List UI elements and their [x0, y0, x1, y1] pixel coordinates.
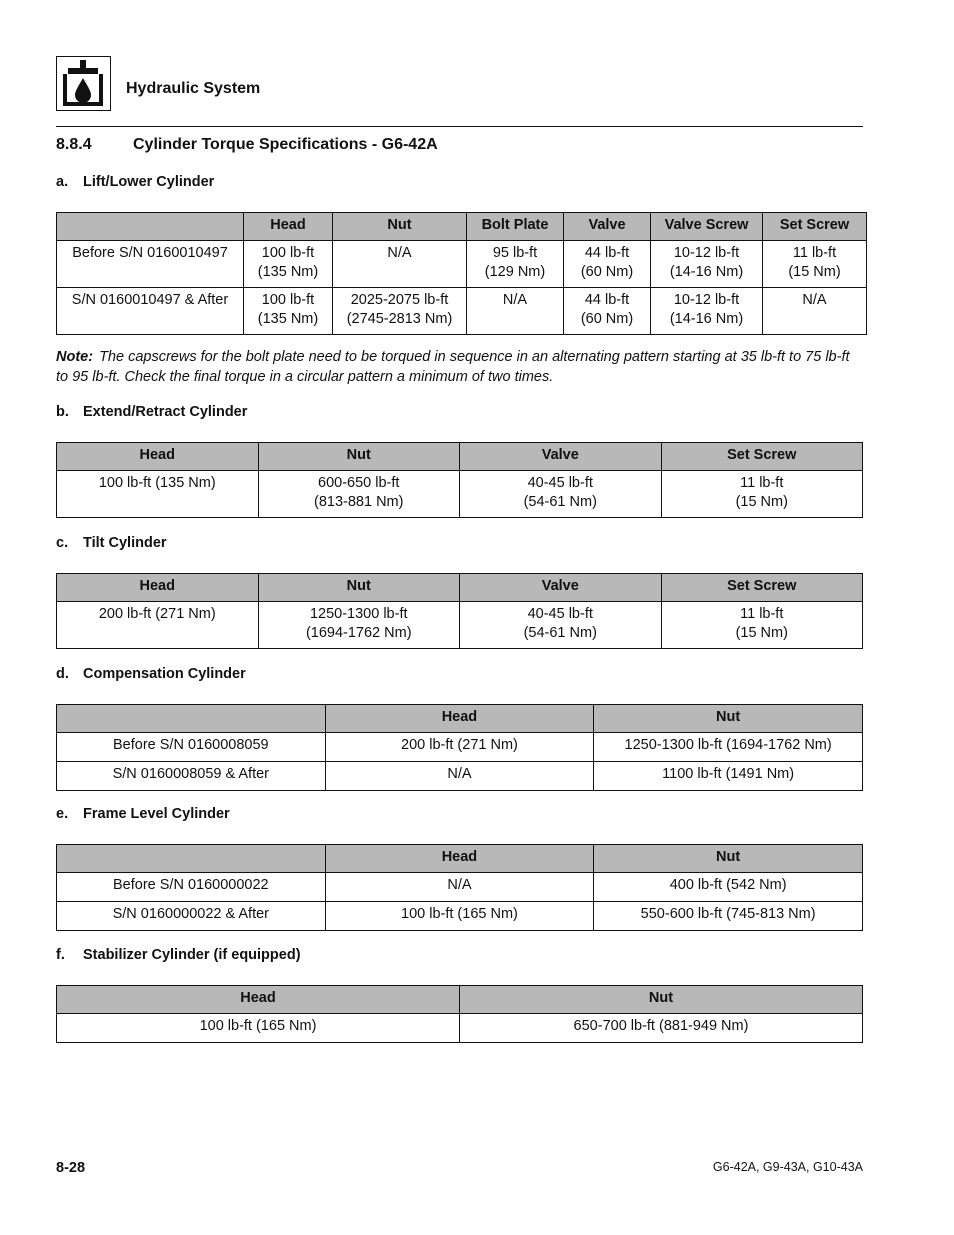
cell-text: 10-12 lb-ft: [673, 292, 740, 308]
cell-text: 100 lb-ft (135 Nm): [98, 475, 216, 491]
cell-text: 100 lb-ft (165 Nm): [199, 1018, 317, 1034]
table-cell: [661, 471, 863, 518]
table-cell: [594, 762, 863, 791]
column-header: [57, 845, 326, 873]
cell-text: 11 lb-ft: [792, 245, 837, 261]
table-row: [57, 471, 863, 518]
table-header-row: [57, 705, 863, 733]
table-cell: [57, 1014, 460, 1043]
frame-level-torque-table: [56, 844, 863, 931]
cell-text: 11 lb-ft: [740, 606, 784, 622]
subheading-letter: d.: [56, 666, 69, 682]
column-header: Head: [325, 705, 594, 733]
table-cell: [333, 241, 467, 288]
cell-text: (813-881 Nm): [314, 494, 404, 510]
cell-text: 200 lb-ft (271 Nm): [401, 737, 518, 753]
subheading-title: Extend/Retract Cylinder: [83, 404, 248, 420]
tilt-torque-table: [56, 573, 863, 649]
cell-text: 10-12 lb-ft: [673, 245, 740, 261]
cell-text: (15 Nm): [735, 625, 788, 641]
column-header: Set Screw: [661, 443, 863, 471]
table-cell: [325, 733, 594, 762]
cell-text: N/A: [387, 245, 412, 261]
table-header-row: [57, 213, 867, 241]
table-cell: [57, 471, 259, 518]
table-cell: [564, 288, 651, 335]
cell-text: S/N 0160008059 & After: [112, 766, 270, 782]
cell-text: (14-16 Nm): [669, 311, 744, 327]
column-header: Valve Screw: [651, 213, 763, 241]
table-header-row: [57, 986, 863, 1014]
cell-text: (135 Nm): [257, 311, 319, 327]
table-cell: [661, 602, 863, 649]
subheading-letter: c.: [56, 535, 69, 551]
cell-text: (129 Nm): [484, 264, 546, 280]
cell-text: 1250-1300 lb-ft: [309, 606, 408, 622]
column-header: Head: [57, 443, 259, 471]
cell-text: (135 Nm): [257, 264, 319, 280]
cell-text: (1694-1762 Nm): [305, 625, 412, 641]
table-row: [57, 602, 863, 649]
cell-text: 1250-1300 lb-ft (1694-1762 Nm): [624, 737, 832, 753]
column-header: Head: [57, 986, 460, 1014]
subheading-title: Stabilizer Cylinder (if equipped): [83, 947, 301, 963]
table-cell: [244, 288, 333, 335]
column-header: Valve: [564, 213, 651, 241]
cell-text: S/N 0160000022 & After: [112, 906, 270, 922]
cell-text: Before S/N 0160008059: [113, 737, 269, 753]
subheading-title: Lift/Lower Cylinder: [83, 174, 215, 190]
column-header: Valve: [460, 443, 662, 471]
stabilizer-torque-table: [56, 985, 863, 1043]
table-cell: [460, 471, 662, 518]
cell-text: (60 Nm): [580, 264, 634, 280]
cell-text: 400 lb-ft (542 Nm): [669, 877, 787, 893]
cell-text: N/A: [802, 292, 827, 308]
subheading-e: [56, 806, 230, 822]
cell-text: 44 lb-ft: [584, 245, 630, 261]
table-cell: [57, 288, 244, 335]
subheading-title: Frame Level Cylinder: [83, 806, 230, 822]
table-header-row: [57, 574, 863, 602]
cell-text: (60 Nm): [580, 311, 634, 327]
column-header: Bolt Plate: [467, 213, 564, 241]
cell-text: 1100 lb-ft (1491 Nm): [662, 766, 795, 782]
column-header: [57, 705, 326, 733]
column-header: [57, 213, 244, 241]
cell-text: (15 Nm): [735, 494, 788, 510]
section-title: Hydraulic System: [126, 80, 261, 97]
cell-text: 550-600 lb-ft (745-813 Nm): [640, 906, 816, 922]
cell-text: (54-61 Nm): [523, 494, 597, 510]
table-cell: [258, 602, 460, 649]
cell-text: 40-45 lb-ft: [527, 606, 593, 622]
cell-text: 2025-2075 lb-ft: [350, 292, 449, 308]
table-row: [57, 241, 867, 288]
cell-text: 100 lb-ft: [261, 292, 315, 308]
table-cell: [333, 288, 467, 335]
table-cell: [325, 873, 594, 902]
subheading-letter: b.: [56, 404, 69, 420]
column-header: Head: [57, 574, 259, 602]
table-row: [57, 762, 863, 791]
column-header: Set Screw: [661, 574, 863, 602]
cell-text: 100 lb-ft: [261, 245, 315, 261]
cell-text: 11 lb-ft: [740, 475, 784, 491]
subheading-letter: a.: [56, 174, 69, 190]
column-header: Valve: [460, 574, 662, 602]
page-number: 8-28: [56, 1160, 86, 1176]
table-cell: [763, 288, 867, 335]
table-cell: [651, 288, 763, 335]
table-cell: [763, 241, 867, 288]
extend-retract-torque-table: [56, 442, 863, 518]
table-row: [57, 733, 863, 762]
table-cell: [325, 902, 594, 931]
table-cell: [594, 733, 863, 762]
note-label: Note:: [56, 349, 94, 365]
cell-text: S/N 0160010497 & After: [71, 292, 229, 308]
column-header: Head: [244, 213, 333, 241]
lift-lower-torque-table: [56, 212, 867, 335]
table-cell: [258, 471, 460, 518]
table-cell: [594, 873, 863, 902]
note-text: The capscrews for the bolt plate need to be torqued in sequence in an alternating pattern starting at 35 lb-ft to 75 lb-ft to 95 lb-ft. Check the final torque in a circular pattern a minimum of two times.: [56, 349, 850, 385]
subheading-f: [56, 947, 301, 963]
cell-text: (15 Nm): [788, 264, 841, 280]
cell-text: 100 lb-ft (165 Nm): [401, 906, 518, 922]
table-row: [57, 288, 867, 335]
subheading-c: [56, 535, 167, 551]
compensation-torque-table: [56, 704, 863, 791]
table-cell: [467, 288, 564, 335]
cell-text: 40-45 lb-ft: [527, 475, 593, 491]
cell-text: N/A: [447, 766, 472, 782]
subheading-b: [56, 404, 247, 420]
table-cell: [564, 241, 651, 288]
model-list: G6-42A, G9-43A, G10-43A: [712, 1160, 863, 1174]
cell-text: (54-61 Nm): [523, 625, 597, 641]
cell-text: 44 lb-ft: [584, 292, 630, 308]
column-header: Nut: [258, 574, 460, 602]
cell-text: 95 lb-ft: [492, 245, 538, 261]
subheading-a: [56, 174, 214, 190]
heading-title: Cylinder Torque Specifications - G6-42A: [133, 136, 438, 153]
table-cell: [57, 873, 326, 902]
cell-text: 600-650 lb-ft: [318, 475, 400, 491]
subheading-d: [56, 666, 246, 682]
subheading-letter: f.: [56, 947, 65, 963]
table-row: [57, 1014, 863, 1043]
heading-number: 8.8.4: [56, 136, 92, 153]
table-cell: [244, 241, 333, 288]
cell-text: 200 lb-ft (271 Nm): [98, 606, 216, 622]
note: [56, 347, 864, 387]
cell-text: N/A: [502, 292, 528, 308]
table-cell: [460, 1014, 863, 1043]
table-cell: [460, 602, 662, 649]
cell-text: 650-700 lb-ft (881-949 Nm): [573, 1018, 749, 1034]
table-cell: [57, 902, 326, 931]
header-divider: [56, 126, 863, 127]
table-cell: [651, 241, 763, 288]
table-cell: [467, 241, 564, 288]
table-header-row: [57, 443, 863, 471]
table-row: [57, 902, 863, 931]
cell-text: N/A: [447, 877, 472, 893]
subheading-title: Compensation Cylinder: [83, 666, 246, 682]
subheading-letter: e.: [56, 806, 69, 822]
cell-text: (14-16 Nm): [669, 264, 744, 280]
cell-text: Before S/N 0160000022: [113, 877, 269, 893]
column-header: Nut: [594, 705, 863, 733]
column-header: Set Screw: [763, 213, 867, 241]
column-header: Nut: [333, 213, 467, 241]
table-cell: [325, 762, 594, 791]
table-cell: [57, 241, 244, 288]
table-cell: [57, 762, 326, 791]
column-header: Head: [325, 845, 594, 873]
table-row: [57, 873, 863, 902]
cell-text: (2745-2813 Nm): [346, 311, 453, 327]
column-header: Nut: [460, 986, 863, 1014]
table-header-row: [57, 845, 863, 873]
page-heading: [56, 136, 438, 154]
table-cell: [57, 602, 259, 649]
table-cell: [57, 733, 326, 762]
cell-text: Before S/N 0160010497: [72, 245, 228, 261]
hydraulic-cylinder-icon: [56, 56, 111, 111]
column-header: Nut: [594, 845, 863, 873]
column-header: Nut: [258, 443, 460, 471]
table-cell: [594, 902, 863, 931]
subheading-title: Tilt Cylinder: [83, 535, 167, 551]
